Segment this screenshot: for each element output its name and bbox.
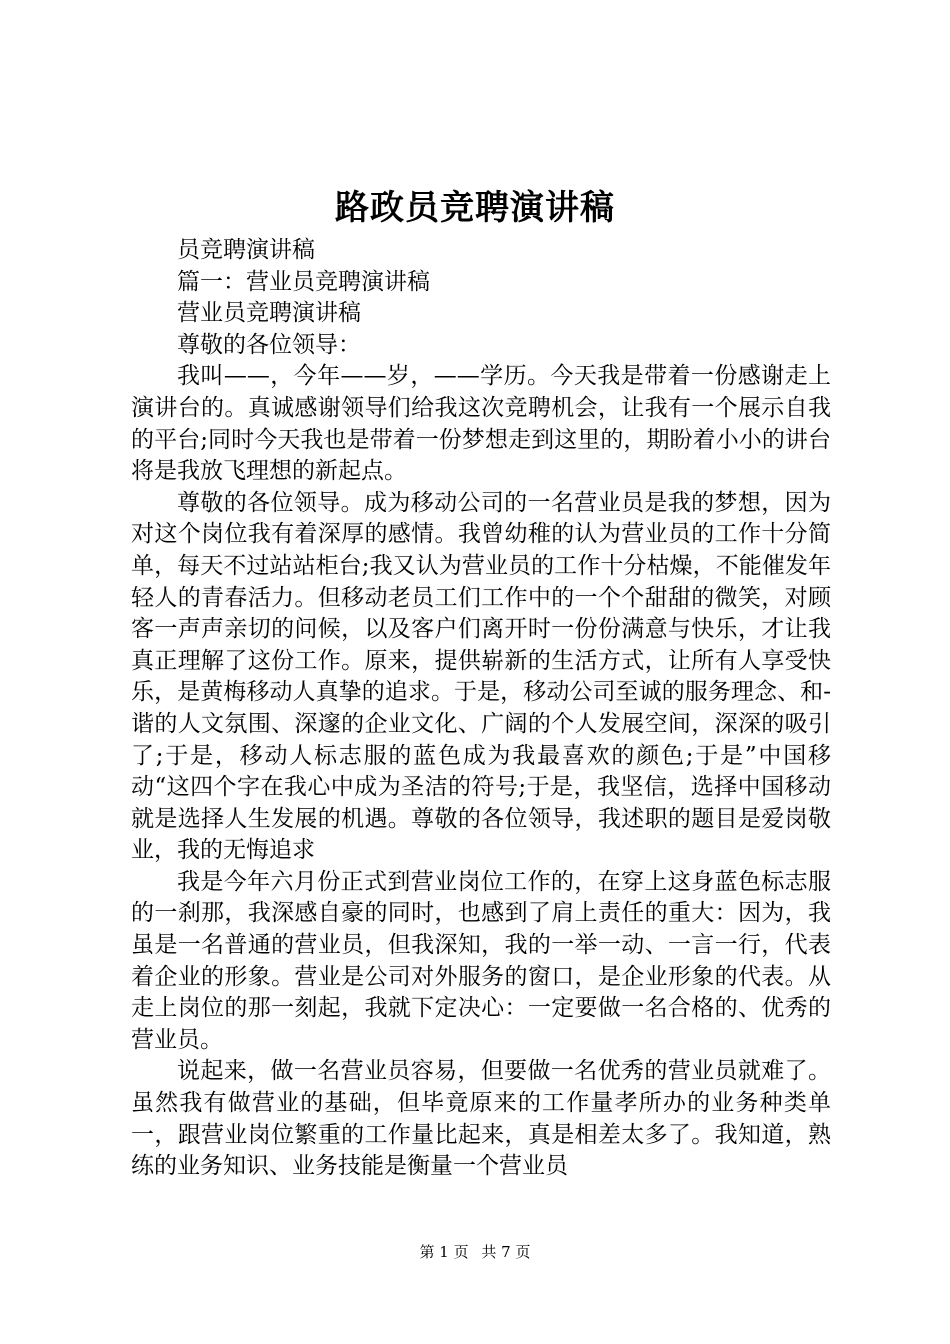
page-total: 共 7 页	[481, 1243, 531, 1261]
paragraph: 尊敬的各位领导：	[177, 331, 361, 358]
paragraph: 尊敬的各位领导。成为移动公司的一名营业员是我的梦想，因为对这个岗位我有着深厚的感情。我曾幼稚的认为营业员的工作十分简单，每天不过站站柜台;我又认为营业员的工作十分枯燥，不能催发年轻人的青春活力。但移动老员工们工作中的一个个甜甜的微笑，对顾客一声声亲切的问候，以及客户们离开时一份份满意与快乐，才让我真正理解了这份工作。原来，提供崭新的生活方式，让所有人享受快乐，是黄梅移动人真挚的追求。于是，移动公司至诚的服务理念、和-谐的人文氛围、深邃的企业文化、广阔的个人发展空间，深深的吸引了;于是，移动人标志服的蓝色成为我最喜欢的颜色;于是”中国移动“这四个字在我心中成为圣洁的符号;于是，我坚信，选择中国移动就是选择人生发展的机遇。尊敬的各位领导，我述职的题目是爱岗敬业，我的无悔追求	[131, 489, 831, 864]
paragraph: 我叫——，今年——岁，——学历。今天我是带着一份感谢走上演讲台的。真诚感谢领导们给我这次竞聘机会，让我有一个展示自我的平台;同时今天我也是带着一份梦想走到这里的，期盼着小小的讲台将是我放飞理想的新起点。	[131, 363, 831, 485]
page-number: 第 1 页	[419, 1243, 469, 1261]
paragraph: 员竞聘演讲稿	[177, 237, 315, 263]
paragraph: 我是今年六月份正式到营业岗位工作的，在穿上这身蓝色标志服的一刹那，我深感自豪的同时，也感到了肩上责任的重大：因为，我虽是一名普通的营业员，但我深知，我的一举一动、一言一行，代表着企业的形象。营业是公司对外服务的窗口，是企业形象的代表。从走上岗位的那一刻起，我就下定决心：一定要做一名合格的、优秀的营业员。	[131, 868, 831, 1053]
paragraph: 篇一：营业员竞聘演讲稿	[177, 268, 430, 295]
document-title: 路政员竞聘演讲稿	[335, 188, 615, 228]
document-body	[131, 235, 831, 1183]
page-footer	[0, 1241, 950, 1263]
paragraph: 营业员竞聘演讲稿	[177, 300, 361, 327]
paragraph: 说起来，做一名营业员容易，但要做一名优秀的营业员就难了。虽然我有做营业的基础，但毕竟原来的工作量孝所办的业务种类单一，跟营业岗位繁重的工作量比起来，真是相差太多了。我知道，熟练的业务知识、业务技能是衡量一个营业员	[131, 1058, 831, 1180]
